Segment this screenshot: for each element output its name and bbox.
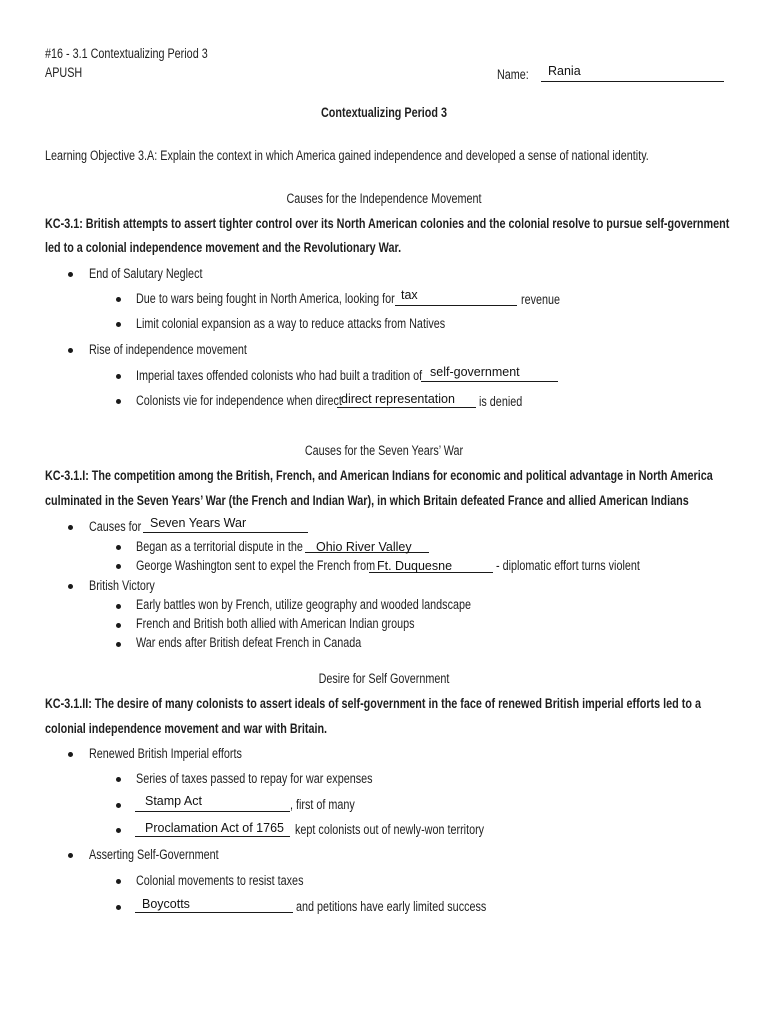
section-heading-self-government: Desire for Self Government <box>318 671 450 686</box>
answer-line <box>135 836 290 837</box>
bullet-dot <box>116 803 121 808</box>
name-field[interactable]: Rania <box>548 64 581 78</box>
bullet-salutary-neglect: End of Salutary Neglect <box>89 266 203 281</box>
bullet-wars-text: Due to wars being fought in North America, looking for <box>136 291 395 306</box>
answer-ft-duquesne[interactable]: Ft. Duquesne <box>377 559 453 573</box>
bullet-limit-expansion: Limit colonial expansion as a way to reduce attacks from Natives <box>136 316 446 331</box>
bullet-dot <box>68 752 73 757</box>
kc-3-1-ii-line1: KC-3.1.II: The desire of many colonists to assert ideals of self-government in the face of renewed British imperial efforts led to a <box>45 696 701 711</box>
bullet-dot <box>116 905 121 910</box>
kc-3-1-ii-line2: colonial independence movement and war with Britain. <box>45 721 328 736</box>
kc-3-1-i-line1: KC-3.1.I: The competition among the British, French, and American Indians for economic and political advantage in North America <box>45 468 713 483</box>
answer-line <box>135 912 293 913</box>
bullet-series-of-taxes: Series of taxes passed to repay for war expenses <box>136 771 373 786</box>
bullet-asserting-self-government: Asserting Self-Government <box>89 847 219 862</box>
bullet-allied-groups: French and British both allied with American Indian groups <box>136 616 415 631</box>
answer-line <box>143 532 308 533</box>
bullet-colonists-vie: Colonists vie for independence when direct <box>136 393 342 408</box>
bullet-dot <box>68 525 73 530</box>
bullet-dot <box>116 777 121 782</box>
bullet-petitions: and petitions have early limited success <box>296 899 487 914</box>
answer-line <box>395 305 517 306</box>
answer-line <box>421 381 558 382</box>
section-heading-independence: Causes for the Independence Movement <box>286 191 482 206</box>
bullet-first-of-many: , first of many <box>290 797 355 812</box>
bullet-dot <box>116 828 121 833</box>
name-line <box>541 81 724 82</box>
bullet-dot <box>116 879 121 884</box>
bullet-dot <box>68 853 73 858</box>
bullet-war-ends: War ends after British defeat French in Canada <box>136 635 362 650</box>
bullet-revenue-text: revenue <box>521 292 561 307</box>
bullet-territorial-dispute: Began as a territorial dispute in the <box>136 539 303 554</box>
bullet-imperial-taxes: Imperial taxes offended colonists who had built a tradition of <box>136 368 423 383</box>
bullet-dot <box>116 604 121 609</box>
course-label: APUSH <box>45 65 83 80</box>
bullet-dot <box>116 297 121 302</box>
bullet-dot <box>116 545 121 550</box>
answer-direct-representation[interactable]: direct representation <box>341 392 455 406</box>
learning-objective: Learning Objective 3.A: Explain the context in which America gained independence and developed a sense of national identity. <box>45 148 649 163</box>
bullet-early-battles: Early battles won by French, utilize geography and wooded landscape <box>136 597 472 612</box>
answer-tax[interactable]: tax <box>401 288 418 302</box>
kc-3-1-line1: KC-3.1: British attempts to assert tighter control over its North American colonies and the colonial resolve to pursue self-government <box>45 216 730 231</box>
bullet-dot <box>116 322 121 327</box>
bullet-causes-for: Causes for <box>89 519 142 534</box>
bullet-rise-independence: Rise of independence movement <box>89 342 247 357</box>
answer-self-government[interactable]: self-government <box>430 365 520 379</box>
kc-3-1-i-line2: culminated in the Seven Years’ War (the French and Indian War), in which Britain defeated France and allied American Indians <box>45 493 689 508</box>
bullet-british-victory: British Victory <box>89 578 155 593</box>
kc-3-1-line2: led to a colonial independence movement and the Revolutionary War. <box>45 240 402 255</box>
document-title: Contextualizing Period 3 <box>320 105 448 120</box>
answer-seven-years-war[interactable]: Seven Years War <box>150 516 247 530</box>
bullet-dot <box>68 584 73 589</box>
bullet-dot <box>116 399 121 404</box>
bullet-colonial-movements: Colonial movements to resist taxes <box>136 873 304 888</box>
bullet-dot <box>116 623 121 628</box>
bullet-dot <box>68 272 73 277</box>
bullet-dot <box>116 564 121 569</box>
section-heading-seven-years-war: Causes for the Seven Years’ War <box>304 443 464 458</box>
answer-boycotts[interactable]: Boycotts <box>142 897 190 911</box>
answer-stamp-act[interactable]: Stamp Act <box>145 794 202 808</box>
answer-line <box>337 407 476 408</box>
bullet-dot <box>116 374 121 379</box>
worksheet-number-title: #16 - 3.1 Contextualizing Period 3 <box>45 46 208 61</box>
answer-ohio-river-valley[interactable]: Ohio River Valley <box>316 540 412 554</box>
answer-line <box>135 811 290 812</box>
bullet-dot <box>68 348 73 353</box>
name-label: Name: <box>497 67 529 82</box>
bullet-renewed-imperial: Renewed British Imperial efforts <box>89 746 242 761</box>
bullet-is-denied: is denied <box>479 394 523 409</box>
answer-proclamation-act[interactable]: Proclamation Act of 1765 <box>145 821 284 835</box>
bullet-dot <box>116 642 121 647</box>
bullet-washington-sent: George Washington sent to expel the French from <box>136 558 376 573</box>
bullet-diplomatic-effort: - diplomatic effort turns violent <box>496 558 640 573</box>
bullet-kept-colonists-out: kept colonists out of newly-won territory <box>295 822 485 837</box>
